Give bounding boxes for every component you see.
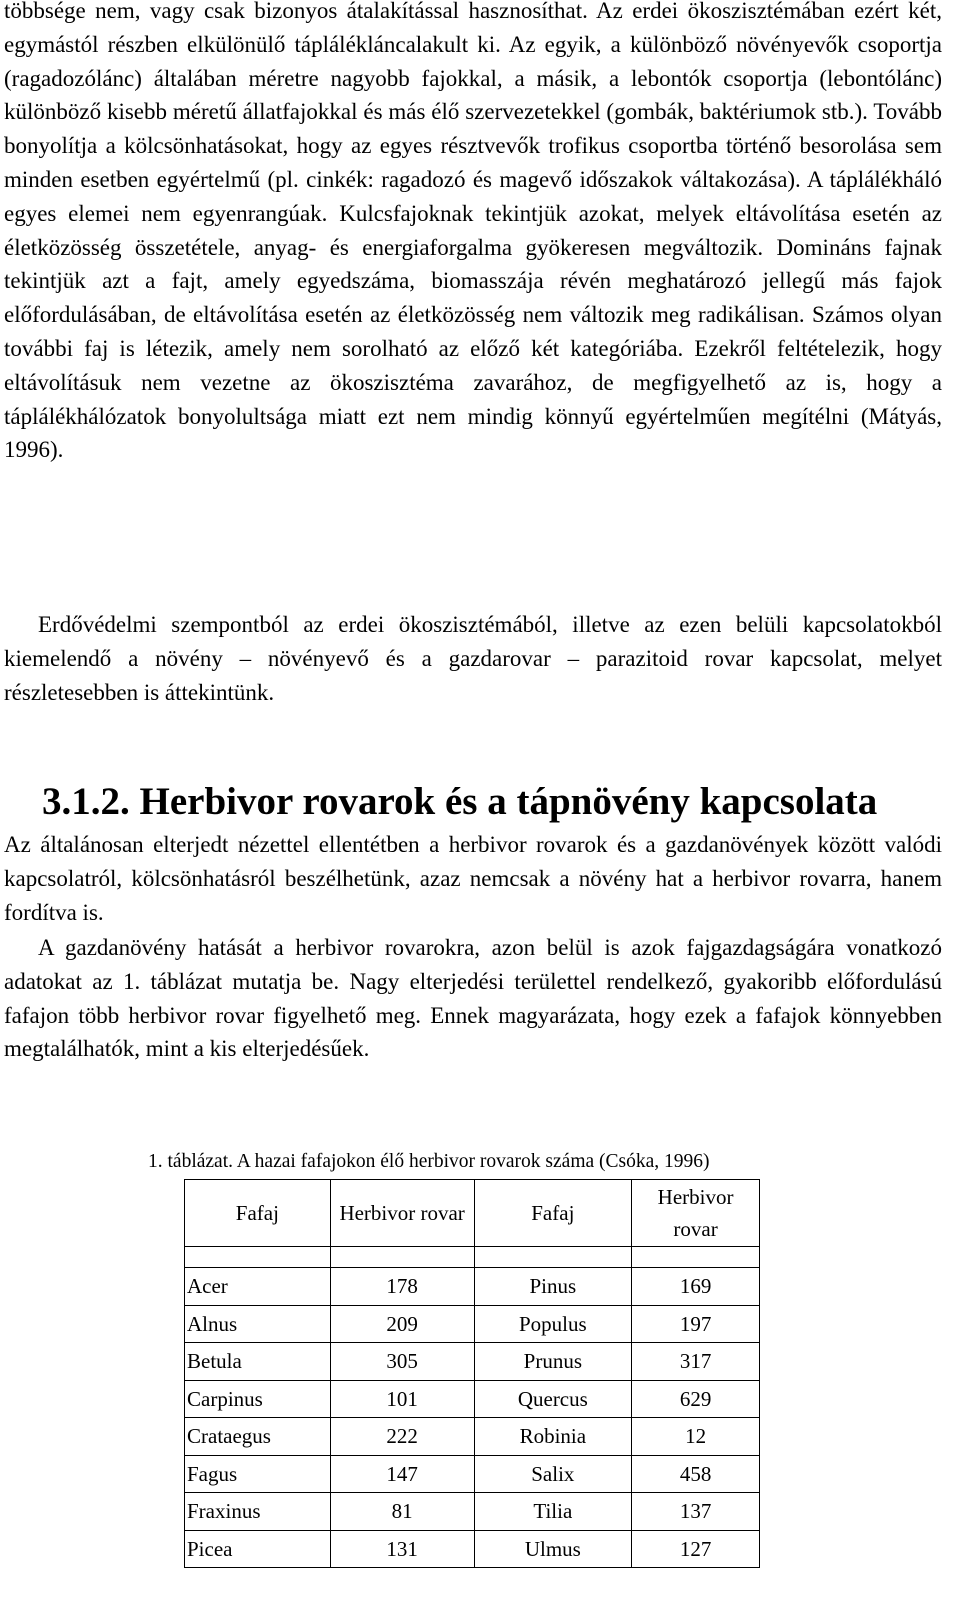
paragraph-food-web: többsége nem, vagy csak bizonyos átalakítással hasznosíthat. Az erdei ökoszisztémában ezért két, egymástól részben elkülönülő táplálékláncalakult ki. Az egyik, a különböző növényevők csoportja (ragadozólánc) általában méretre nagyobb fajokkal, a másik, a lebontók csoportja (lebontólánc) különböző kisebb méretű állatfajokkal és más élő szervezetekkel (gombák, baktériumok stb.). Tovább bonyolítja a kölcsönhatásokat, hogy az egyes résztvevők trofikus csoportba történő besorolása sem minden esetben egyértelmű (pl. cinkék: ragadozó és magevő időszakok váltakozása). A táplálékháló egyes elemei nem egyenrangúak. Kulcsfajoknak tekintjük azokat, melyek eltávolítása esetén az életközösség összetétele, anyag- és energiaforgalma gyökeresen megváltozik. Domináns fajnak tekintjük azt a fajt, amely egyedszáma, biomasszája révén meghatározó jellegű más fajok előfordulásában, de eltávolítása esetén az életközösség nem változik meg radikálisan. Számos olyan további faj is létezik, amely nem sorolható az előző két kategóriába. Ezekről feltételezik, hogy eltávolításuk nem vezetne az ökoszisztéma zavarához, de megfigyelhető az is, hogy a táplálékhálózatok bonyolultsága miatt ezt nem mindig könnyű egyértelműen megítélni (Mátyás, 1996).: [4, 0, 942, 463]
herbivore-count-cell: 458: [632, 1455, 760, 1493]
paragraph-host-plant-effect: A gazdanövény hatását a herbivor rovarokra, azon belül is azok fajgazdagságára vonatkozó adatokat az 1. táblázat mutatja be. Nagy elterjedési területtel rendelkező, gyakoribb előfordulású fafajon több herbivor rovar figyelhető meg. Ennek magyarázata, hogy ezek a fafajok könnyebben megtalálhatók, mint a kis elterjedésűek.: [4, 935, 942, 1062]
herbivore-count-cell: 178: [330, 1268, 474, 1306]
table-spacer-row: [185, 1247, 760, 1268]
herbivore-count-cell: 81: [330, 1493, 474, 1531]
tree-species-cell: Fraxinus: [185, 1493, 331, 1531]
herbivore-count-cell: 131: [330, 1530, 474, 1568]
herbivore-count-cell: 305: [330, 1343, 474, 1381]
herbivore-count-cell: 629: [632, 1380, 760, 1418]
tree-species-cell: Ulmus: [474, 1530, 632, 1568]
herbivore-count-cell: 317: [632, 1343, 760, 1381]
herbivore-count-cell: 137: [632, 1493, 760, 1531]
tree-species-cell: Populus: [474, 1305, 632, 1343]
tree-species-cell: Salix: [474, 1455, 632, 1493]
table-row: [185, 1380, 760, 1418]
herbivore-table: [184, 1179, 760, 1568]
tree-species-cell: Acer: [185, 1268, 331, 1306]
herbivore-count-cell: 147: [330, 1455, 474, 1493]
herbivore-count-cell: 222: [330, 1418, 474, 1456]
table-row: [185, 1268, 760, 1306]
header-herbivore-count-2: Herbivor rovar: [632, 1180, 760, 1247]
table-row: [185, 1493, 760, 1531]
herbivore-count-cell: 197: [632, 1305, 760, 1343]
tree-species-cell: Alnus: [185, 1305, 331, 1343]
table-row: [185, 1343, 760, 1381]
table-row: [185, 1418, 760, 1456]
header-tree-species-1: Fafaj: [185, 1180, 331, 1247]
table-row: [185, 1455, 760, 1493]
tree-species-cell: Robinia: [474, 1418, 632, 1456]
herbivore-count-cell: 101: [330, 1380, 474, 1418]
header-herbivore-count-1: Herbivor rovar: [330, 1180, 474, 1247]
herbivore-count-cell: 127: [632, 1530, 760, 1568]
tree-species-cell: Fagus: [185, 1455, 331, 1493]
table-caption: 1. táblázat. A hazai fafajokon élő herbivor rovarok száma (Csóka, 1996): [148, 1151, 710, 1172]
herbivore-count-cell: 209: [330, 1305, 474, 1343]
paragraph-forest-protection: Erdővédelmi szempontból az erdei ökoszisztémából, illetve az ezen belüli kapcsolatokból kiemelendő a növény – növényevő és a gazdarovar – parazitoid rovar kapcsolat, melyet részletesebben is áttekintünk.: [4, 612, 942, 705]
table-row: [185, 1530, 760, 1568]
tree-species-cell: Crataegus: [185, 1418, 331, 1456]
herbivore-count-cell: 169: [632, 1268, 760, 1306]
tree-species-cell: Carpinus: [185, 1380, 331, 1418]
tree-species-cell: Pinus: [474, 1268, 632, 1306]
table-row: [185, 1305, 760, 1343]
tree-species-cell: Prunus: [474, 1343, 632, 1381]
tree-species-cell: Picea: [185, 1530, 331, 1568]
tree-species-cell: Tilia: [474, 1493, 632, 1531]
section-heading: 3.1.2. Herbivor rovarok és a tápnövény kapcsolata: [42, 780, 878, 823]
tree-species-cell: Betula: [185, 1343, 331, 1381]
tree-species-cell: Quercus: [474, 1380, 632, 1418]
header-tree-species-2: Fafaj: [474, 1180, 632, 1247]
paragraph-herbivore-relation: Az általánosan elterjedt nézettel ellentétben a herbivor rovarok és a gazdanövények között valódi kapcsolatról, kölcsönhatásról beszélhetünk, azaz nemcsak a növény hat a herbivor rovarra, hanem fordítva is.: [4, 832, 942, 925]
herbivore-count-cell: 12: [632, 1418, 760, 1456]
table-header-row: [185, 1180, 760, 1247]
